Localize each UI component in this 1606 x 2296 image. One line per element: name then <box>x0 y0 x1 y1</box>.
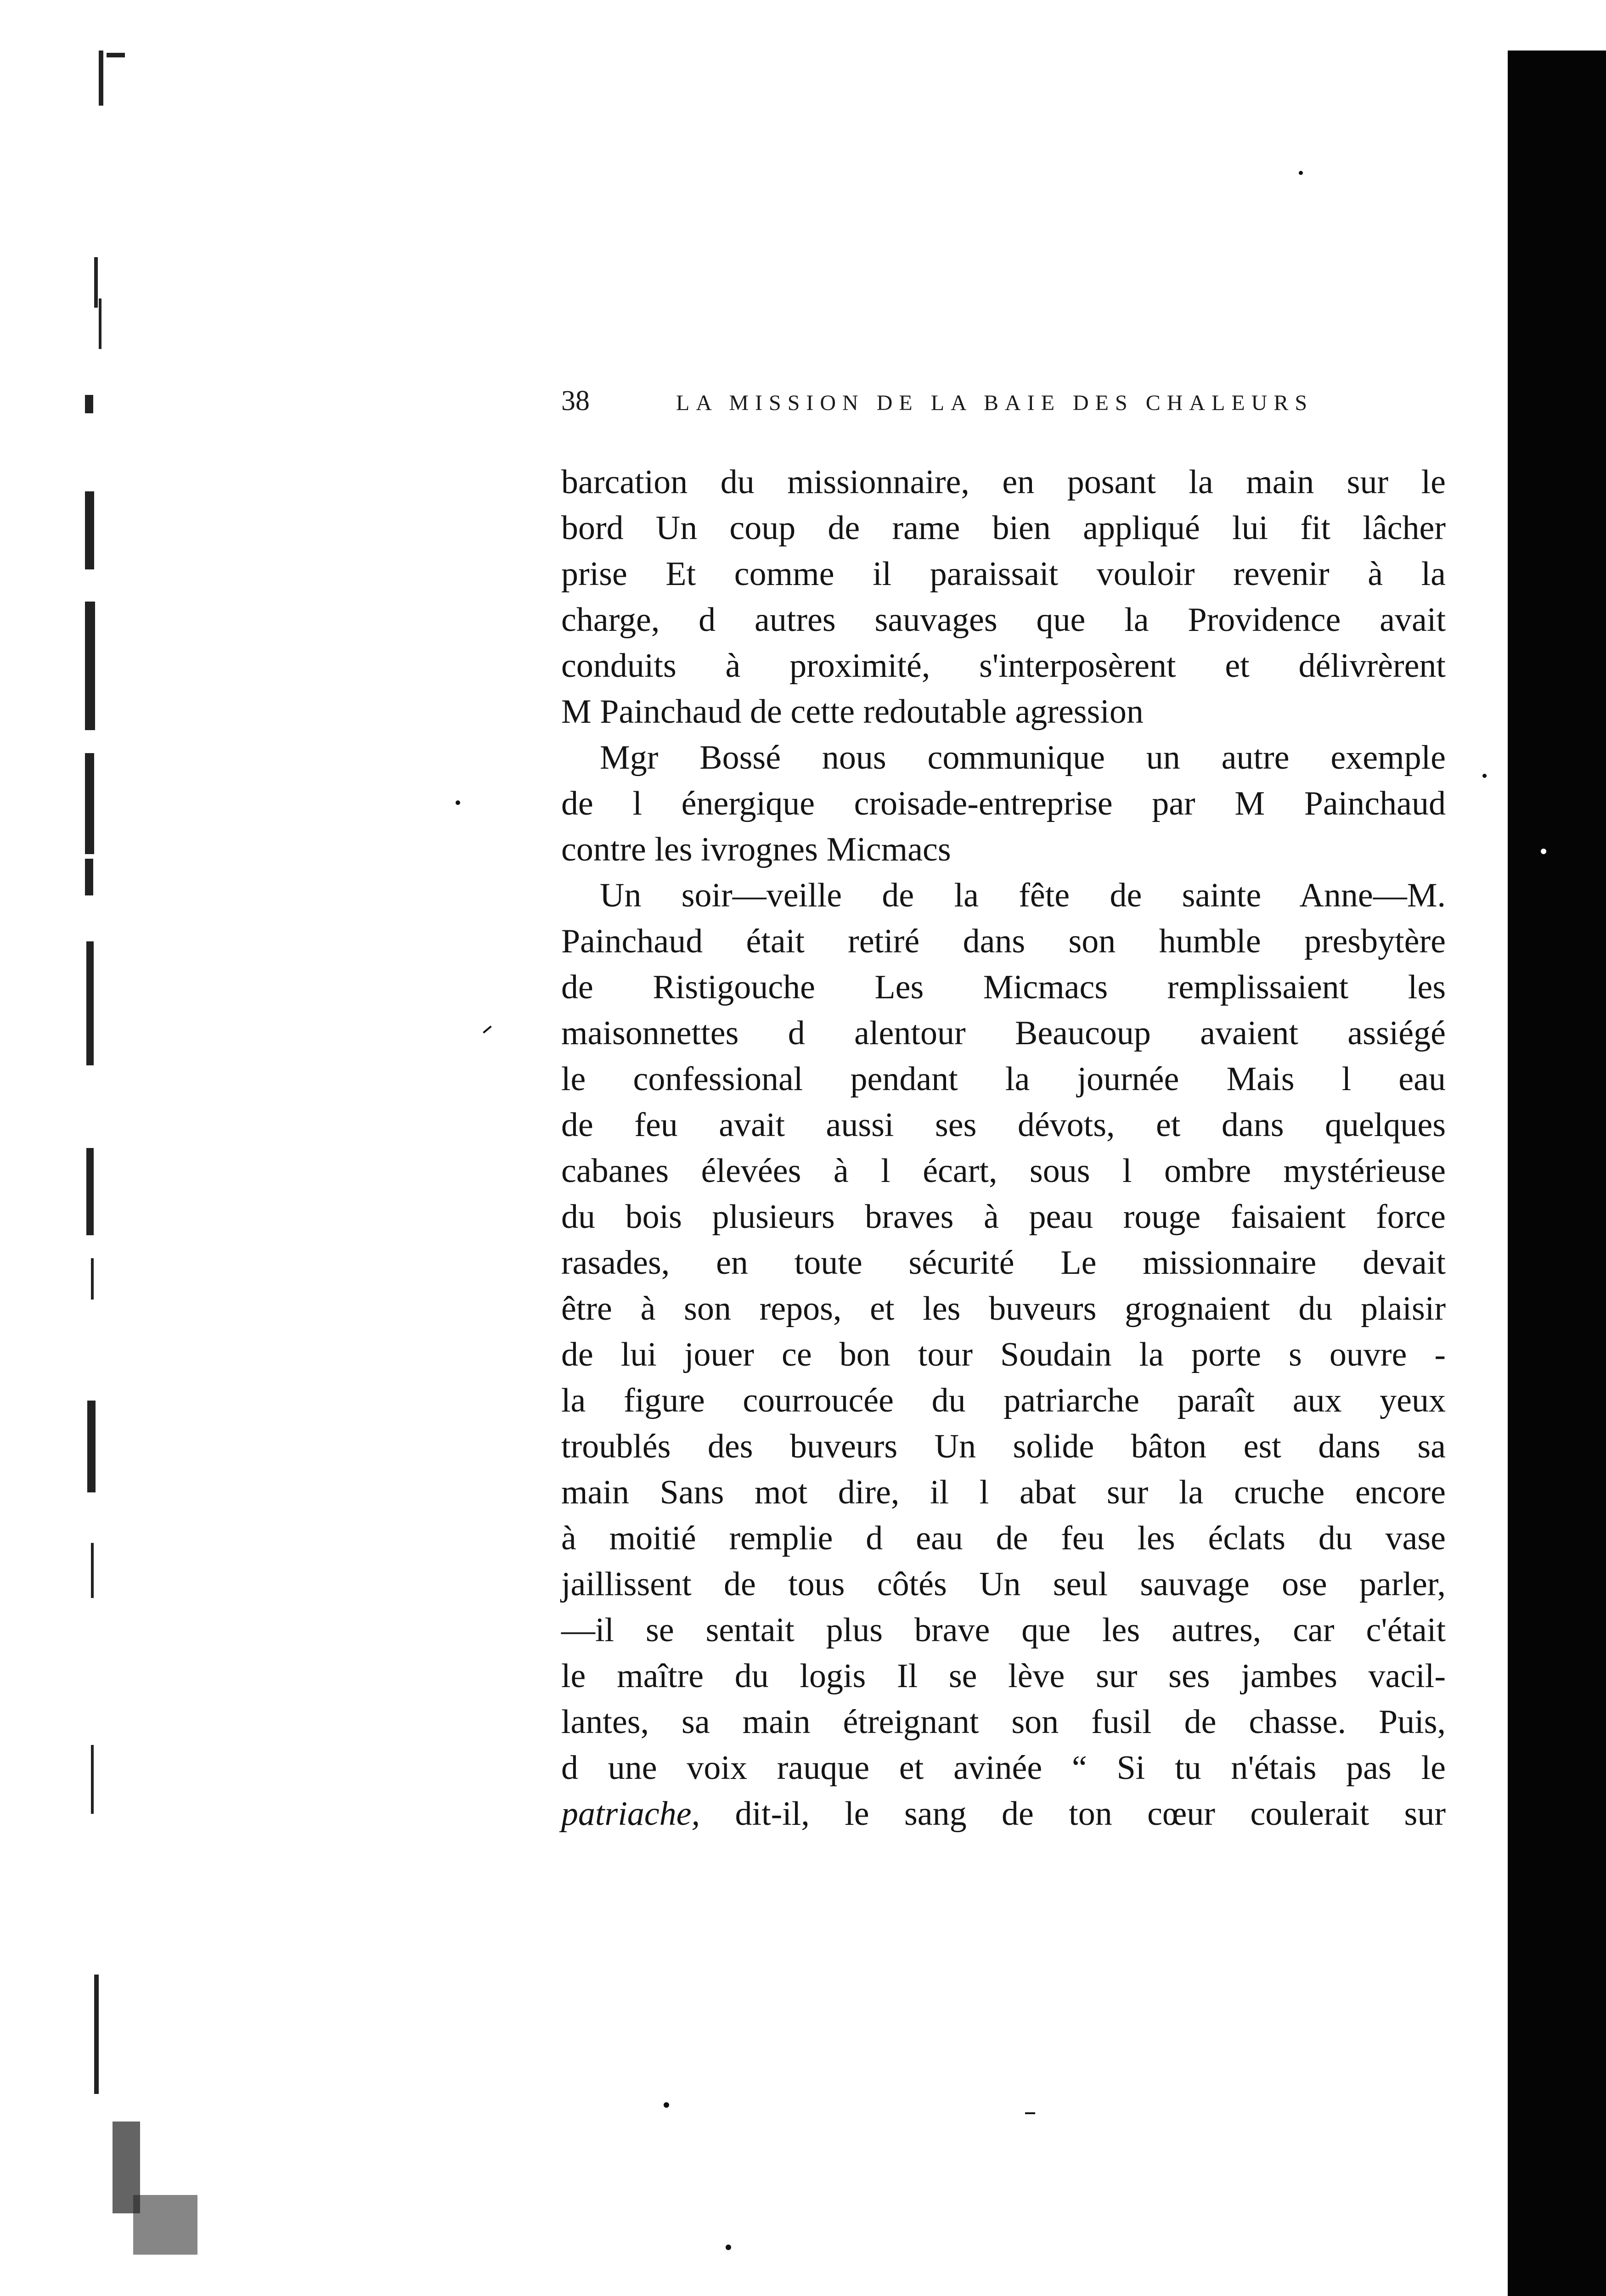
gutter-noise <box>85 602 95 730</box>
gutter-noise <box>133 2195 197 2255</box>
stray-speck <box>1025 2112 1035 2114</box>
text-line-final-rest: dit-il, le sang de ton cœur coulerait sur <box>700 1795 1446 1833</box>
text-line: —il se sentait plus brave que les autres, car c'était <box>561 1611 1446 1649</box>
gutter-noise <box>107 53 125 57</box>
text-line: Un soir—veille de la fête de sainte Anne—M. <box>600 877 1446 914</box>
stray-speck <box>483 1025 491 1033</box>
text-line: la figure courroucée du patriarche paraît aux yeux <box>561 1382 1446 1419</box>
text-line: jaillissent de tous côtés Un seul sauvage ose parler, <box>561 1565 1446 1603</box>
gutter-noise <box>99 51 103 106</box>
gutter-noise <box>85 491 94 569</box>
page-number: 38 <box>561 385 590 416</box>
gutter-noise <box>94 257 98 308</box>
text-line: maisonnettes d alentour Beaucoup avaient assiégé <box>561 1014 1446 1052</box>
text-line: Mgr Bossé nous communique un autre exemple <box>600 739 1446 777</box>
text-line: barcation du missionnaire, en posant la main sur le <box>561 463 1446 501</box>
text-line: d une voix rauque et avinée “ Si tu n'étais pas le <box>561 1749 1446 1787</box>
text-line: à moitié remplie d eau de feu les éclats du vase <box>561 1519 1446 1557</box>
text-line: M Painchaud de cette redoutable agression <box>561 693 1144 731</box>
gutter-noise <box>85 395 93 413</box>
gutter-noise <box>94 1975 99 2094</box>
text-line: le confessional pendant la journée Mais l eau <box>561 1060 1446 1098</box>
stray-speck <box>664 2102 669 2108</box>
italic-word: patriache, <box>561 1795 700 1833</box>
gutter-noise <box>99 298 101 349</box>
gutter-noise <box>91 1258 94 1300</box>
text-line: conduits à proximité, s'interposèrent et délivrèrent <box>561 647 1446 685</box>
text-line: le maître du logis Il se lève sur ses jambes vacil- <box>561 1657 1446 1695</box>
text-line: de Ristigouche Les Micmacs remplissaient les <box>561 968 1446 1006</box>
text-line: de lui jouer ce bon tour Soudain la porte s ouvre - <box>561 1336 1446 1373</box>
running-head <box>561 385 1457 422</box>
stray-speck <box>1299 171 1303 175</box>
gutter-noise <box>86 1148 94 1235</box>
text-line: charge, d autres sauvages que la Providence avait <box>561 601 1446 639</box>
text-line: de l énergique croisade-entreprise par M Painchaud <box>561 785 1446 822</box>
text-line: de feu avait aussi ses dévots, et dans quelques <box>561 1106 1446 1144</box>
binding-edge-shadow <box>1508 51 1606 2296</box>
gutter-noise <box>86 941 94 1065</box>
text-line: troublés des buveurs Un solide bâton est dans sa <box>561 1428 1446 1465</box>
text-line: rasades, en toute sécurité Le missionnaire devait <box>561 1244 1446 1282</box>
stray-speck <box>726 2245 731 2250</box>
gutter-noise <box>91 1745 94 1814</box>
gutter-noise <box>85 859 93 895</box>
text-line: être à son repos, et les buveurs grognaient du plaisir <box>561 1290 1446 1328</box>
gutter-noise <box>85 753 94 854</box>
running-title: LA MISSION DE LA BAIE DES CHALEURS <box>676 391 1314 415</box>
text-line: contre les ivrognes Micmacs <box>561 831 951 868</box>
text-line: main Sans mot dire, il l abat sur la cruche encore <box>561 1474 1446 1511</box>
text-line: Painchaud était retiré dans son humble presbytère <box>561 923 1446 960</box>
text-line-final <box>561 1791 1446 1837</box>
text-line: lantes, sa main étreignant son fusil de chasse. Puis, <box>561 1703 1446 1741</box>
gutter-noise <box>91 1543 94 1598</box>
stray-speck <box>1541 849 1546 854</box>
stray-speck <box>456 800 460 805</box>
text-line: du bois plusieurs braves à peau rouge faisaient force <box>561 1198 1446 1236</box>
text-line: prise Et comme il paraissait vouloir revenir à la <box>561 555 1446 593</box>
gutter-noise <box>87 1401 96 1492</box>
text-line: bord Un coup de rame bien appliqué lui fit lâcher <box>561 509 1446 547</box>
body-text <box>561 459 1446 1837</box>
text-line: cabanes élevées à l écart, sous l ombre mystérieuse <box>561 1152 1446 1190</box>
stray-speck <box>1482 774 1487 778</box>
